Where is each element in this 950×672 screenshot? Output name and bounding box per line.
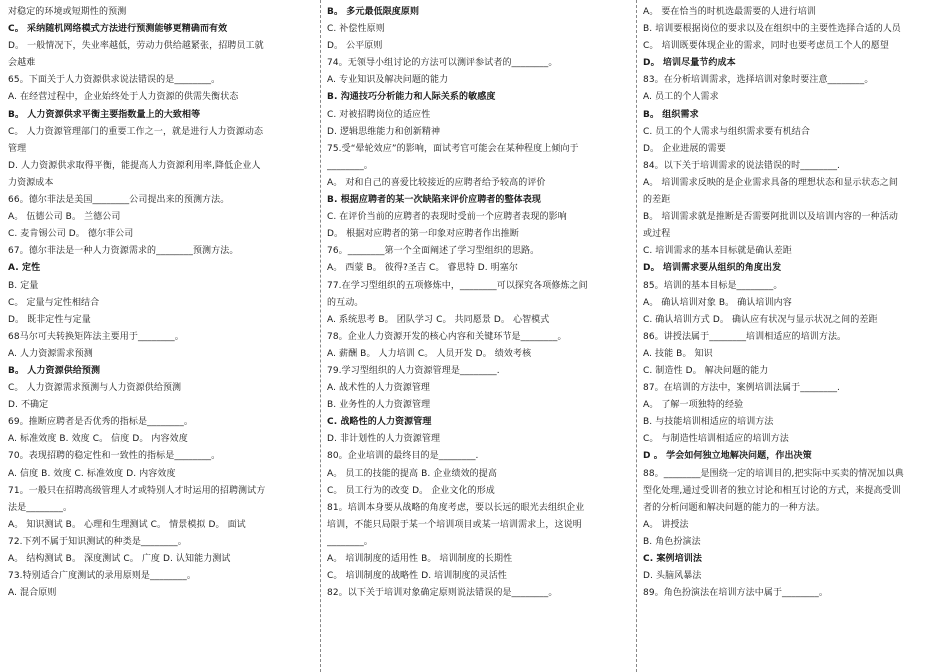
text-line: A. 战术性的人力资源管理	[327, 383, 431, 394]
text-line: C。 员工行为的改变 D。 企业文化的形成	[327, 485, 495, 496]
text-line: 的差距	[643, 195, 671, 206]
text-line: A. 标准效度 B. 效度 C。 信度 D。 内容效度	[8, 434, 188, 445]
text-line: B. 培训要根据岗位的要求以及在组织中的主要性选择合适的人员	[643, 24, 901, 35]
text-line: A。 确认培训对象 B。 确认培训内容	[643, 297, 792, 308]
text-line: B。 组织需求	[643, 109, 699, 120]
text-column-middle	[327, 4, 629, 668]
text-line: 78。企业人力资源开发的核心内容和关键环节是________。	[327, 331, 567, 342]
text-line: A。 要在恰当的时机选最需要的人进行培训	[643, 7, 817, 17]
text-line: 86。讲授法属于________培训相适应的培训方法。	[643, 331, 847, 342]
text-line: 型化处理,通过受训者的独立讨论和相互讨论的方式，来提高受训	[643, 485, 901, 496]
text-line: A. 混合原则	[8, 588, 57, 599]
text-line: A. 在经营过程中，企业始终处于人力资源的供需失衡状态	[8, 92, 239, 103]
text-line: D 。 学会如何独立地解决问题，作出决策	[643, 451, 812, 462]
text-line: D。 公平原则	[327, 41, 383, 52]
text-line: A. 信度 B. 效度 C. 标准效度 D. 内容效度	[8, 468, 176, 479]
text-line: 68马尔可夫转换矩阵法主要用于________。	[8, 331, 184, 342]
text-line: C. 麦肯锡公司 D。 德尔菲公司	[8, 229, 134, 240]
text-line: D. 非计划性的人力资源管理	[327, 434, 441, 445]
text-line: 84。以下关于培训需求的说法错误的时________.	[643, 160, 841, 171]
text-line: A。 西蒙 B。 彼得?圣吉 C。 睿思特 D. 明塞尔	[327, 263, 519, 274]
text-line: 75.受“晕轮效应”的影响，面试考官可能会在某种程度上倾向于	[327, 143, 579, 154]
text-line: D。 一般情况下，失业率越低，劳动力供给越紧张，招聘员工就	[8, 41, 264, 52]
text-line: A。 结构测试 B。 深度测试 C。 广度 D. 认知能力测试	[8, 554, 231, 564]
text-line: 法是________。	[8, 502, 73, 513]
text-line: C. 案例培训法	[643, 554, 702, 564]
text-line: C。 培训制度的战略性 D. 培训制度的灵活性	[327, 571, 507, 582]
text-line: 82。以下关于培训对象确定原则说法错误的是________。	[327, 588, 558, 599]
text-line: C。 与制造性培训相适应的培训方法	[643, 434, 789, 445]
text-line: 72.下列不属于知识测试的种类是________。	[8, 536, 187, 547]
text-line: C。 培训既要体现企业的需求，同时也要考虑员工个人的愿望	[643, 41, 889, 52]
text-line: A. 员工的个人需求	[643, 92, 719, 103]
text-line: C。 人力资源需求预测与人力资源供给预测	[8, 383, 182, 394]
text-line: D。 根据对应聘者的第一印象对应聘者作出推断	[327, 229, 519, 240]
text-line: 会越难	[8, 58, 36, 69]
column-divider-left	[320, 0, 321, 672]
text-line: B. 根据应聘者的某一次缺陷来评价应聘者的整体表现	[327, 195, 541, 206]
column-divider-right	[636, 0, 637, 672]
text-line: 力资源成本	[8, 177, 54, 188]
text-line: A。 讲授法	[643, 519, 689, 530]
text-line: 管理	[8, 143, 27, 154]
text-line: A。 员工的技能的提高 B. 企业绩效的提高	[327, 468, 497, 479]
text-line: A。 伍德公司 B。 兰德公司	[8, 212, 121, 223]
text-line: ________。	[327, 160, 373, 171]
text-line: ________。	[327, 536, 373, 547]
text-line: D。 培训需求要从组织的角度出发	[643, 263, 782, 274]
text-line: B。 多元最低限度原则	[327, 7, 420, 17]
text-line: 69。推断应聘者是否优秀的指标是________。	[8, 417, 193, 428]
text-line: C. 培训需求的基本目标就是确认差距	[643, 246, 792, 257]
text-line: B. 角色扮演法	[643, 536, 701, 547]
text-line: B。 人力资源供给预测	[8, 365, 101, 376]
text-line: C. 战略性的人力资源管理	[327, 417, 432, 428]
text-line: B. 定量	[8, 280, 39, 291]
text-line: C。 采纳随机网络模式方法进行预测能够更精确而有效	[8, 24, 228, 35]
text-line: 67。德尔菲法是一种人力资源需求的________预测方法。	[8, 246, 239, 257]
text-line: 培训，不能只局限于某一个培训项目或某一培训需求上，这说明	[327, 519, 582, 530]
text-line: D。 培训尽量节约成本	[643, 58, 736, 69]
text-line: C. 员工的个人需求与组织需求要有机结合	[643, 126, 811, 137]
text-line: C. 确认培训方式 D。 确认应有状况与显示状况之间的差距	[643, 314, 878, 325]
text-line: C. 在评价当前的应聘者的表现时受前一个应聘者表现的影响	[327, 212, 567, 223]
text-line: 88。________是围绕一定的培训目的,把实际中买卖的情况加以典	[643, 468, 904, 479]
text-line: 85。培训的基本目标是________。	[643, 280, 783, 291]
text-line: A. 薪酬 B。 人力培训 C。 人员开发 D。 绩效考核	[327, 348, 532, 359]
text-line: 74。无领导小组讨论的方法可以测评参试者的________。	[327, 58, 558, 69]
text-line: D. 逻辑思维能力和创新精神	[327, 126, 441, 137]
text-line: B. 业务性的人力资源管理	[327, 400, 431, 411]
text-line: A。 知识测试 B。 心理和生理测试 C。 情景模拟 D。 面试	[8, 519, 246, 530]
text-line: 81。培训本身要从战略的角度考虑，要以长远的眼光去组织企业	[327, 502, 585, 513]
text-line: C。 定量与定性相结合	[8, 297, 100, 308]
text-line: 87。在培训的方法中，案例培训法属于________.	[643, 383, 841, 394]
text-line: A。 对和自己的喜爱比较接近的应聘者给予较高的评价	[327, 177, 546, 188]
text-line: D. 人力资源供求取得平衡，能提高人力资源利用率,降低企业人	[8, 160, 261, 171]
text-line: 的互动。	[327, 297, 364, 308]
text-line: B. 沟通技巧分析能力和人际关系的敏感度	[327, 92, 496, 103]
text-line: C. 补偿性原则	[327, 24, 385, 35]
text-line: 77.在学习型组织的五项修炼中，________可以探究各项修炼之间	[327, 280, 588, 291]
text-column-right	[643, 4, 943, 668]
text-line: B. 与技能培训相适应的培训方法	[643, 417, 774, 428]
text-line: 65。下面关于人力资源供求说法错误的是________。	[8, 75, 221, 86]
text-column-left	[8, 4, 313, 668]
text-line: 对稳定的环境或短期性的预测	[8, 7, 127, 17]
text-line: A。 了解一项独特的经验	[643, 400, 744, 411]
text-line: 80。企业培训的最终目的是________.	[327, 451, 479, 462]
text-line: D。 既非定性与定量	[8, 314, 91, 325]
text-line: B。 培训需求就是推断是否需要阿批训以及培训内容的一种活动	[643, 212, 898, 223]
text-line: 者的分析问题和解决问题的能力的一种方法。	[643, 502, 826, 513]
text-line: D. 不确定	[8, 400, 49, 411]
text-line: 70。表现招聘的稳定性和一致性的指标是________。	[8, 451, 221, 462]
text-line: 89。角色扮演法在培训方法中属于________。	[643, 588, 828, 599]
text-line: 66。德尔菲法是美国________公司提出来的预测方法。	[8, 195, 230, 206]
text-line: A. 系统思考 B。 团队学习 C。 共同愿景 D。 心智模式	[327, 314, 550, 325]
text-line: 83。在分析培训需求，选择培训对象时要注意________。	[643, 75, 874, 86]
text-line: C。 人力资源管理部门的重要工作之一，就是进行人力资源动态	[8, 126, 264, 137]
text-line: 79.学习型组织的人力资源管理是________.	[327, 365, 500, 376]
text-line: A. 技能 B。 知识	[643, 348, 713, 359]
text-line: A. 人力资源需求预测	[8, 348, 93, 359]
text-line: 76。________第一个全面阐述了学习型组织的思路。	[327, 246, 540, 257]
text-line: D。 企业进展的需要	[643, 143, 726, 154]
text-line: A. 定性	[8, 263, 41, 274]
text-line: 或过程	[643, 229, 671, 240]
text-line: 71。一般只在招聘高级管理人才或特别人才时运用的招聘测试方	[8, 485, 266, 496]
text-line: C. 对被招聘岗位的适应性	[327, 109, 431, 120]
text-line: A。 培训制度的适用性 B。 培训制度的长期性	[327, 554, 513, 564]
text-line: 73.特别适合广度测试的录用原则是________。	[8, 571, 196, 582]
text-line: C. 制造性 D。 解决问题的能力	[643, 365, 769, 376]
text-line: A. 专业知识及解决问题的能力	[327, 75, 449, 86]
text-line: B。 人力资源供求平衡主要指数量上的大致相等	[8, 109, 201, 120]
text-line: D. 头脑风暴法	[643, 571, 702, 582]
text-line: A。 培训需求反映的是企业需求具备的理想状态和显示状态之间	[643, 177, 898, 188]
